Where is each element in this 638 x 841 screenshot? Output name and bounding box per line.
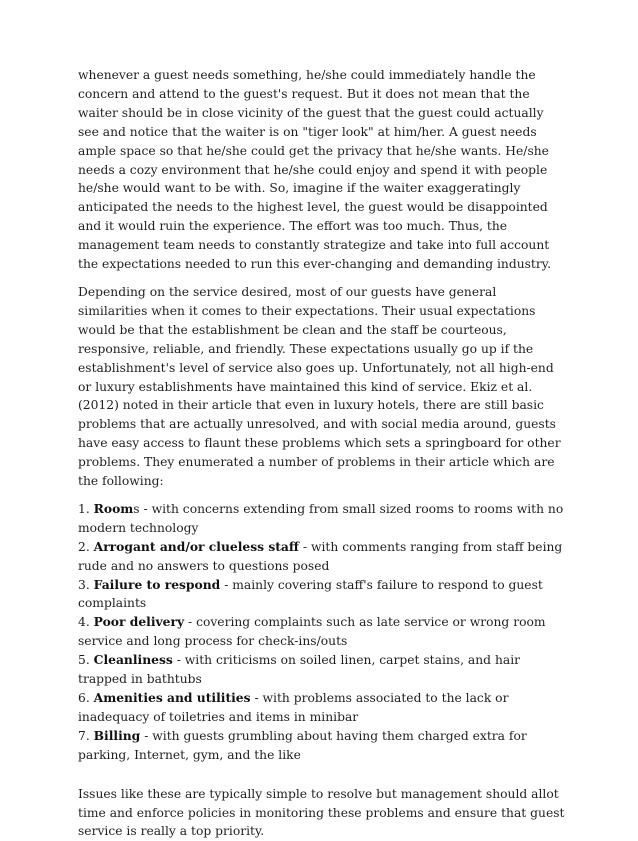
item-text: - with guests grumbling about having them charged extra for parking, Internet, gym, and the like <box>78 728 527 762</box>
item-number: 2. <box>78 539 94 554</box>
item-number: 4. <box>78 615 94 630</box>
problem-list <box>78 500 568 765</box>
item-number: 7. <box>78 728 94 743</box>
list-item <box>78 500 568 538</box>
item-text: - with criticisms on soiled linen, carpet stains, and hair trapped in bathtubs <box>78 653 521 687</box>
item-term: Poor delivery <box>93 614 185 630</box>
closing-paragraph: Issues like these are typically simple to resolve but management should allot time and enforce policies in monitoring these problems and ensure that guest service is really a top priority. <box>78 786 565 839</box>
body-paragraph: Depending on the service desired, most of our guests have general similarities when it comes to their expectations. Their usual expectations would be that the establishment be clean and the staff be courteous, responsive, reliable, and friendly. These expectations usually go up if the establishment's level of service also goes up. Unfortunately, not all high-end or luxury establishments have maintained this kind of service. Ekiz et al. (2012) noted in their article that even in luxury hotels, there are still basic problems that are actually unresolved, and with social media around, guests have easy access to flaunt these problems which sets a springboard for other problems. They enumerated a number of problems in their article which are the following: <box>78 284 561 489</box>
item-term: Cleanliness <box>93 652 173 668</box>
list-item <box>78 689 568 727</box>
item-text: - covering complaints such as late service or wrong room service and long process for check-ins/outs <box>78 615 546 649</box>
item-number: 6. <box>78 691 94 705</box>
item-number: 3. <box>78 577 94 592</box>
item-term: Arrogant and/or clueless staff <box>93 538 299 554</box>
item-term: Room <box>93 500 134 516</box>
item-term: Amenities and utilities <box>93 690 251 705</box>
list-item <box>78 727 568 765</box>
item-term: Failure to respond <box>93 576 221 592</box>
item-text: - with problems associated to the lack or inadequacy of toiletries and items in minibar <box>78 691 509 724</box>
item-text: s - with concerns extending from small sized rooms to rooms with no modern technology <box>78 501 564 535</box>
list-item <box>78 576 568 614</box>
body-paragraph: whenever a guest needs something, he/she could immediately handle the concern and attend to the guest's request. But it does not mean that the waiter should be in close vicinity of the guest that the guest could actually see and notice that the waiter is on "tiger look" at him/her. A guest needs ample space so that he/she could get the privacy that he/she wants. He/she needs a cozy environment that he/she could enjoy and spend it with people he/she would want to be with. So, imagine if the waiter exaggeratingly anticipated the needs to the highest level, the guest would be disappointed and it would ruin the experience. The effort was too much. Thus, the management team needs to constantly strategize and take into full account the expectations needed to run this ever-changing and demanding industry. <box>78 68 551 272</box>
item-text: - with comments ranging from staff being rude and no answers to questions posed <box>78 539 563 573</box>
item-term: Billing <box>93 727 141 743</box>
list-item <box>78 538 568 576</box>
item-number: 1. <box>78 501 94 516</box>
item-text: - mainly covering staff's failure to respond to guest complaints <box>78 577 543 611</box>
item-number: 5. <box>78 653 94 668</box>
list-item <box>78 613 568 651</box>
list-item <box>78 651 568 689</box>
